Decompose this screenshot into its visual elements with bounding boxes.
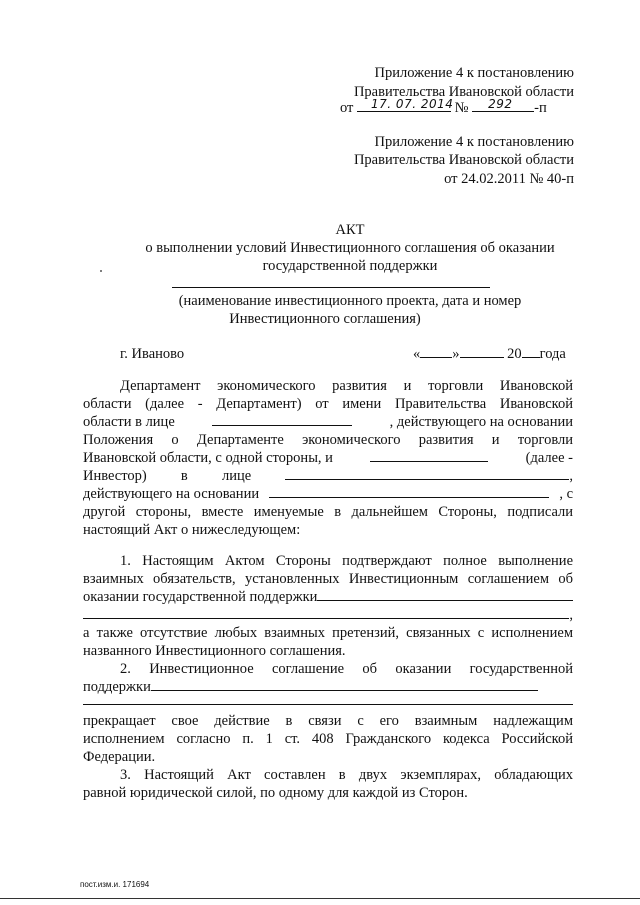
p2-line3: прекращает свое действие в связи с его взаимным надлежащим xyxy=(83,713,573,729)
support-type-blank-2 xyxy=(83,606,569,619)
header1-date-handwritten: 17. 07. 2014 xyxy=(371,97,454,111)
header2-line2: Правительства Ивановской области xyxy=(353,152,574,168)
agreement-blank xyxy=(151,678,538,691)
p1-line5: а также отсутствие любых взаимных претензий, связанных с исполнением xyxy=(83,625,573,641)
header1-suffix: -п xyxy=(534,100,547,116)
doc-note-line1: (наименование инвестиционного проекта, дата и номер xyxy=(178,293,522,309)
p3-line1: 3. Настоящий Акт составлен в двух экземплярах, обладающих xyxy=(120,767,573,783)
intro-line2: области (далее - Департамент) от имени Правительства Ивановской xyxy=(83,396,573,412)
year-suffix: года xyxy=(539,346,566,362)
representative-blank xyxy=(212,413,352,426)
year-blank xyxy=(522,345,540,358)
p1-line3 xyxy=(83,588,573,606)
date-line xyxy=(413,345,566,363)
intro-line6 xyxy=(83,467,573,485)
footer-stamp: пост.изм.и. 171694 xyxy=(80,880,150,889)
day-blank xyxy=(420,345,452,358)
city: г. Иваново xyxy=(120,346,185,362)
date-close-quote: » xyxy=(452,346,460,362)
intro-line6-a: Инвестор) xyxy=(83,468,147,484)
doc-subtitle-line2: государственной поддержки xyxy=(262,258,438,274)
basis-blank xyxy=(269,485,549,498)
agreement-blank-2 xyxy=(83,704,573,705)
intro-line3-b: , действующего на основании xyxy=(389,414,573,430)
p2-line1: 2. Инвестиционное соглашение об оказании государственной xyxy=(120,661,573,677)
date-open-quote: « xyxy=(413,346,421,362)
header1-number-handwritten: 292 xyxy=(488,97,513,111)
intro-line9: настоящий Акт о нижеследующем: xyxy=(83,522,301,538)
header1-line2: Правительства Ивановской области xyxy=(353,84,574,100)
intro-line1: Департамент экономического развития и торговли Ивановской xyxy=(120,378,573,394)
support-type-blank xyxy=(317,588,573,601)
header1-date-blank xyxy=(357,97,454,112)
doc-note-line2: Инвестиционного соглашения) xyxy=(229,311,421,327)
scan-speck xyxy=(100,270,102,272)
intro-line4: Положения о Департаменте экономического развития и торговли xyxy=(83,432,573,448)
p3-line2: равной юридической силой, по одному для каждой из Сторон. xyxy=(83,785,468,801)
p1-line2: взаимных обязательств, установленных Инвестиционным соглашением об xyxy=(83,571,573,587)
p2-line4: исполнением согласно п. 1 ст. 408 Гражданского кодекса Российской xyxy=(83,731,573,747)
intro-line7-a: действующего на основании xyxy=(83,486,260,502)
intro-line7 xyxy=(83,485,573,503)
intro-line5-b: (далее - xyxy=(525,450,573,466)
intro-line3-a: области в лице xyxy=(83,414,175,430)
p1-line4 xyxy=(83,606,573,624)
p1-line4-end: , xyxy=(569,607,573,623)
intro-line7-b: , с xyxy=(559,486,573,502)
intro-line3 xyxy=(83,413,573,431)
p1-line3-text: оказании государственной поддержки xyxy=(83,589,318,605)
intro-line6-d: , xyxy=(569,468,573,484)
investor-representative-blank xyxy=(285,467,569,480)
project-name-blank xyxy=(172,287,490,288)
investor-blank xyxy=(370,449,488,462)
investor-rep-group xyxy=(285,467,573,485)
header1-from: от xyxy=(340,100,354,116)
p2-line5: Федерации. xyxy=(83,749,156,765)
p2-line2 xyxy=(83,678,538,696)
header1-number-sign: № xyxy=(454,100,469,116)
header1-date-line xyxy=(340,99,547,117)
p1-line1: 1. Настоящим Актом Стороны подтверждают полное выполнение xyxy=(120,553,573,569)
year-prefix: 20 xyxy=(507,346,522,362)
header2-line3: от 24.02.2011 № 40-п xyxy=(444,171,574,187)
doc-title: АКТ xyxy=(335,222,365,238)
intro-line6-c: лице xyxy=(221,468,252,484)
p1-line6: названного Инвестиционного соглашения. xyxy=(83,643,346,659)
doc-subtitle-line1: о выполнении условий Инвестиционного соглашения об оказании xyxy=(145,240,555,256)
header1-number-blank xyxy=(472,99,534,112)
page-bottom-line xyxy=(0,898,640,899)
header1-line1: Приложение 4 к постановлению xyxy=(374,65,574,81)
month-blank xyxy=(460,345,504,358)
header2-line1: Приложение 4 к постановлению xyxy=(374,134,574,150)
intro-line6-b: в xyxy=(180,468,188,484)
intro-line5 xyxy=(83,449,573,467)
intro-line5-a: Ивановской области, с одной стороны, и xyxy=(83,450,333,466)
p2-line2-text: поддержки xyxy=(83,679,151,695)
intro-line8: другой стороны, вместе именуемые в дальнейшем Стороны, подписали xyxy=(83,504,573,520)
